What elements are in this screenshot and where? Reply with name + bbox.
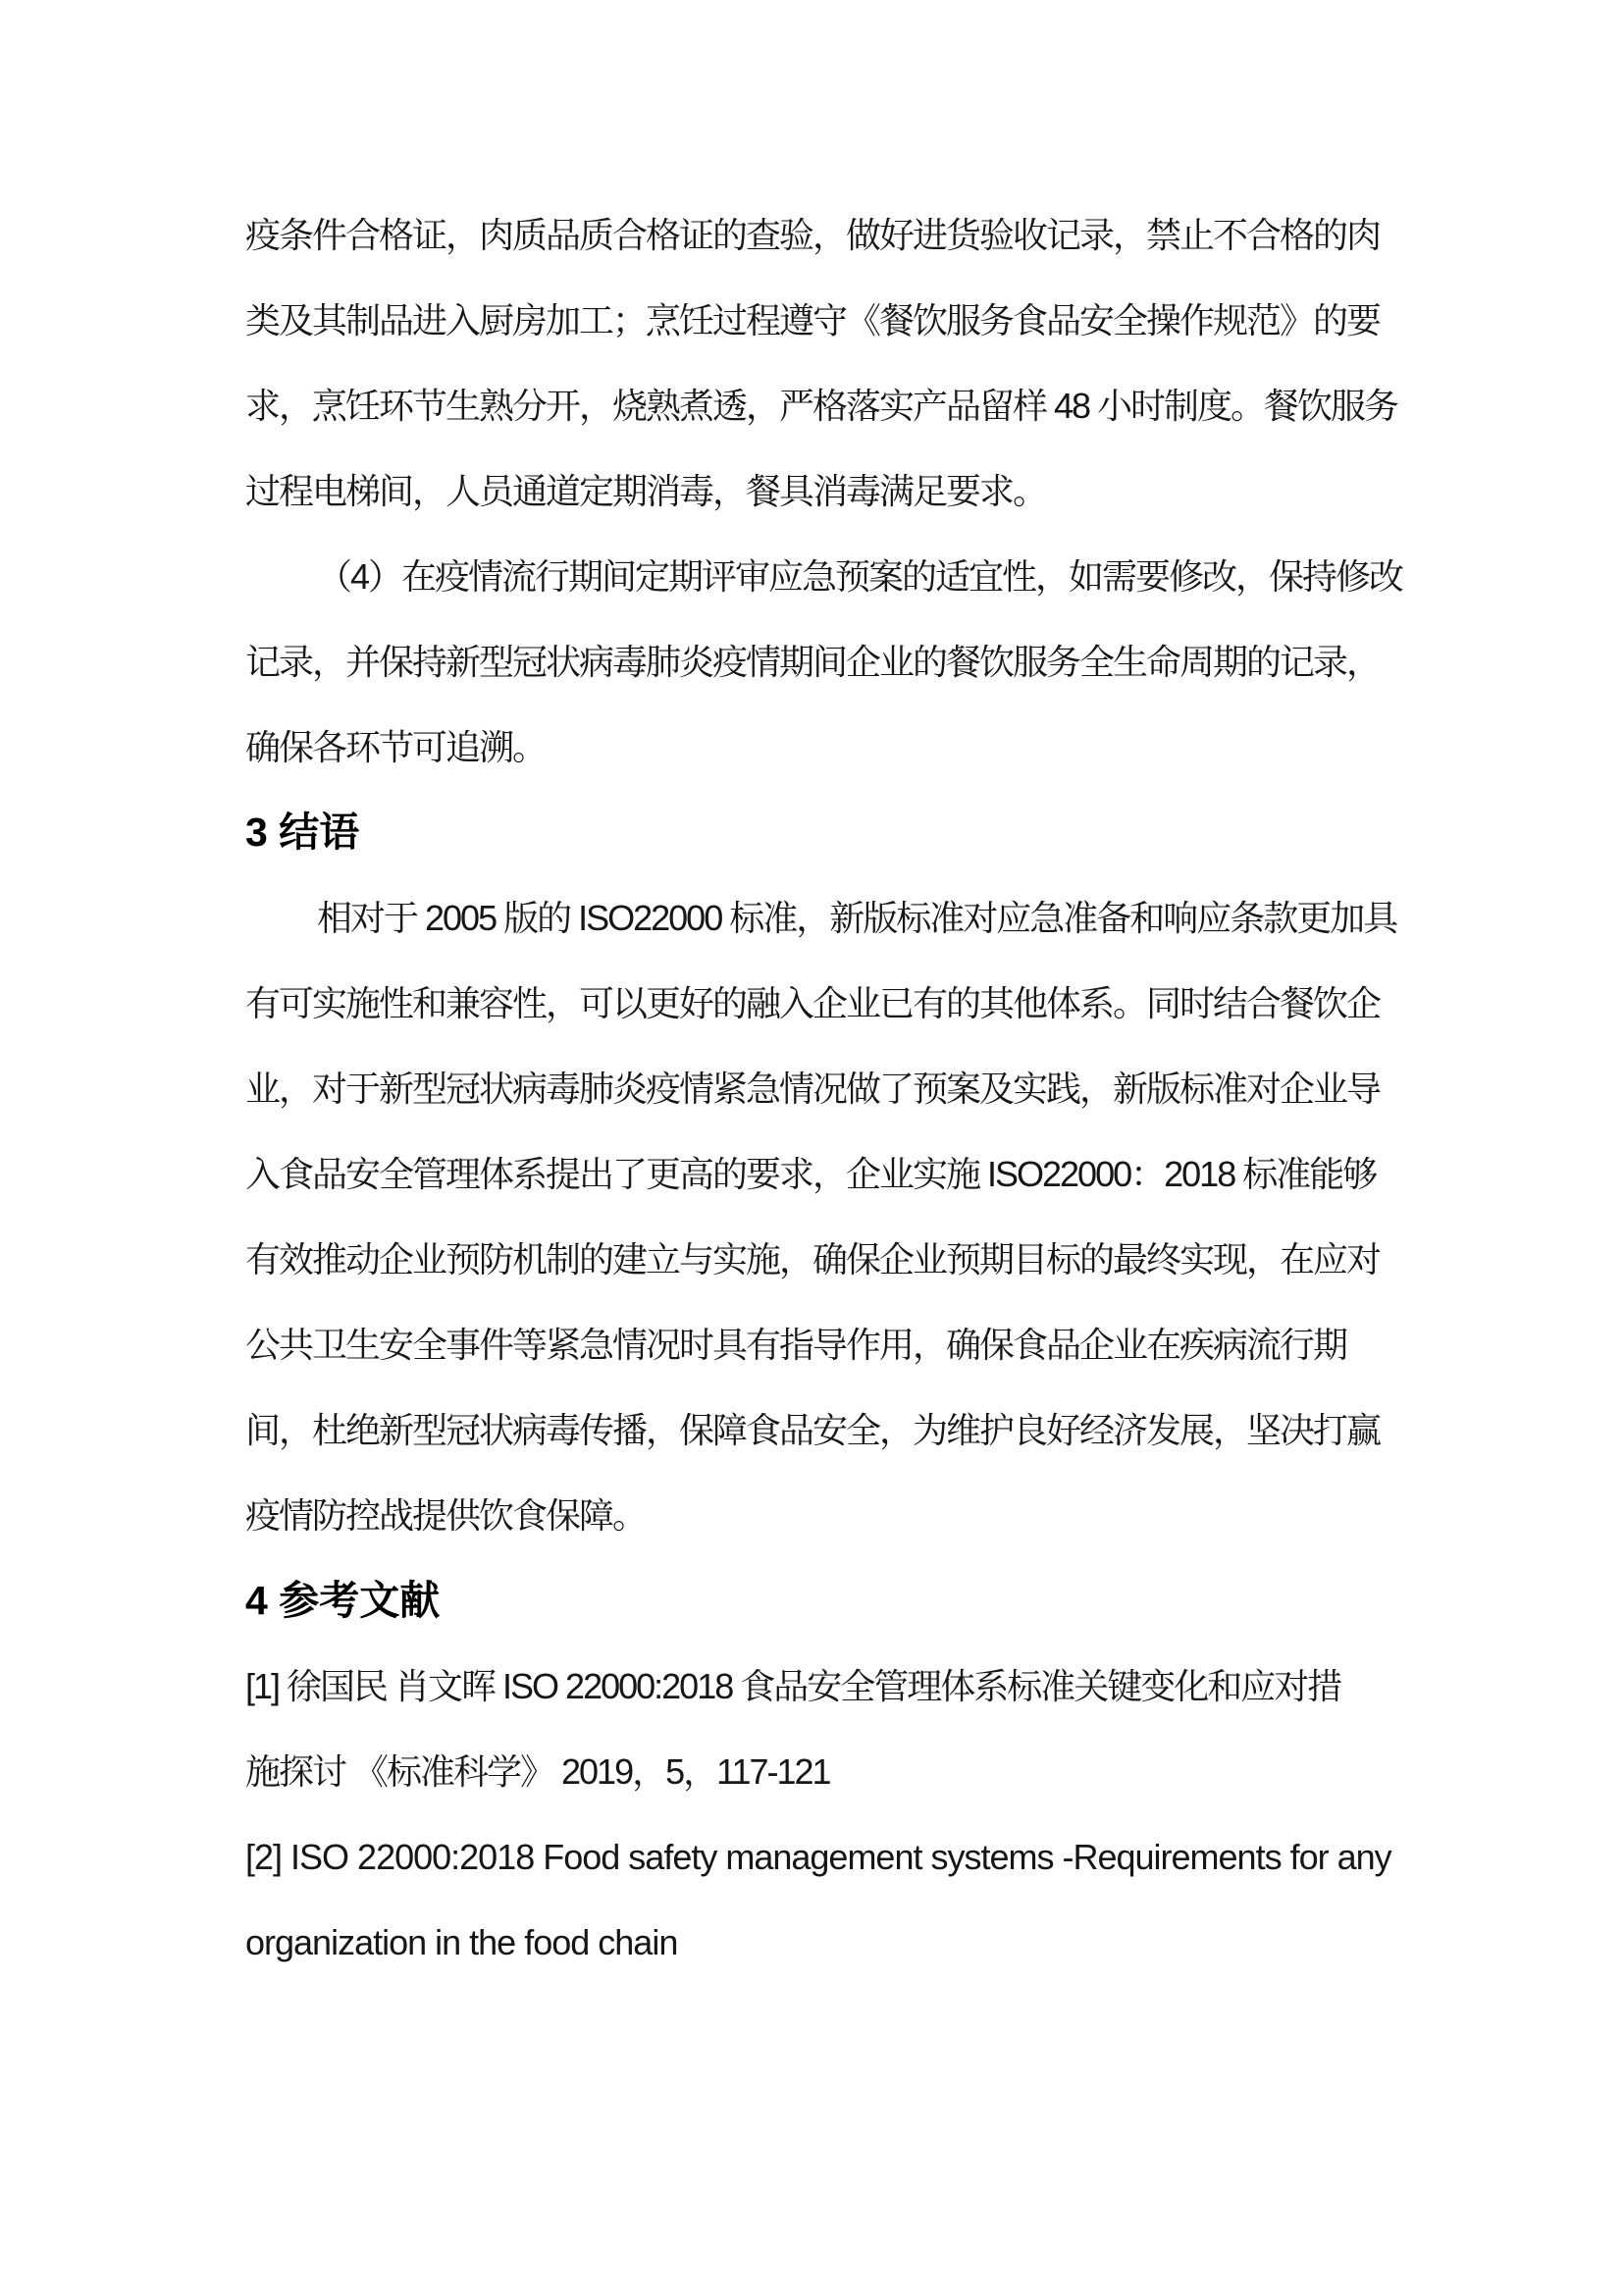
section-heading: 3 结语 [245, 809, 360, 855]
section-heading: 4 参考文献 [245, 1578, 441, 1623]
body-text-line: 疫情防控战提供饮食保障。 [245, 1495, 647, 1536]
body-text-line: 有效推动企业预防机制的建立与实施，确保企业预期目标的最终实现，在应对 [245, 1239, 1381, 1279]
body-text-line: 有可实施性和兼容性，可以更好的融入企业已有的其他体系。同时结合餐饮企 [245, 983, 1381, 1023]
body-text-line-indented: （4）在疫情流行期间定期评审应急预案的适宜性，如需要修改，保持修改 [317, 556, 1403, 597]
body-text-line: 类及其制品进入厨房加工；烹饪过程遵守《餐饮服务食品安全操作规范》的要 [245, 300, 1381, 340]
body-text-line: 过程电梯间，人员通道定期消毒，餐具消毒满足要求。 [245, 471, 1047, 511]
body-text-line-indented: 相对于 2005 版的 ISO22000 标准，新版标准对应急准备和响应条款更加具 [317, 898, 1397, 938]
body-text-line: 确保各环节可追溯。 [245, 727, 547, 767]
body-text-line: 入食品安全管理体系提出了更高的要求，企业实施 ISO22000：2018 标准能够 [245, 1154, 1377, 1194]
body-text-line: 疫条件合格证，肉质品质合格证的查验，做好进货验收记录，禁止不合格的肉 [245, 215, 1381, 255]
body-text-line: 求，烹饪环节生熟分开，烧熟煮透，严格落实产品留样 48 小时制度。餐饮服务 [245, 386, 1398, 426]
reference-line: [1] 徐国民 肖文晖 ISO 22000:2018 食品安全管理体系标准关键变化和应对措 [245, 1666, 1341, 1706]
reference-line: 施探讨 《标准科学》 2019，5，117-121 [245, 1751, 830, 1792]
body-text-line: 业，对于新型冠状病毒肺炎疫情紧急情况做了预案及实践，新版标准对企业导 [245, 1069, 1381, 1109]
body-text-line: 公共卫生安全事件等紧急情况时具有指导作用，确保食品企业在疾病流行期 [245, 1325, 1347, 1365]
reference-line: [2] ISO 22000:2018 Food safety management systems -Requirements for any [245, 1837, 1391, 1877]
text-column [245, 192, 1403, 1985]
body-text-line: 间，杜绝新型冠状病毒传播，保障食品安全，为维护良好经济发展，坚决打赢 [245, 1410, 1381, 1450]
reference-line: organization in the food chain [245, 1922, 678, 1962]
body-text-line: 记录，并保持新型冠状病毒肺炎疫情期间企业的餐饮服务全生命周期的记录， [245, 642, 1381, 682]
